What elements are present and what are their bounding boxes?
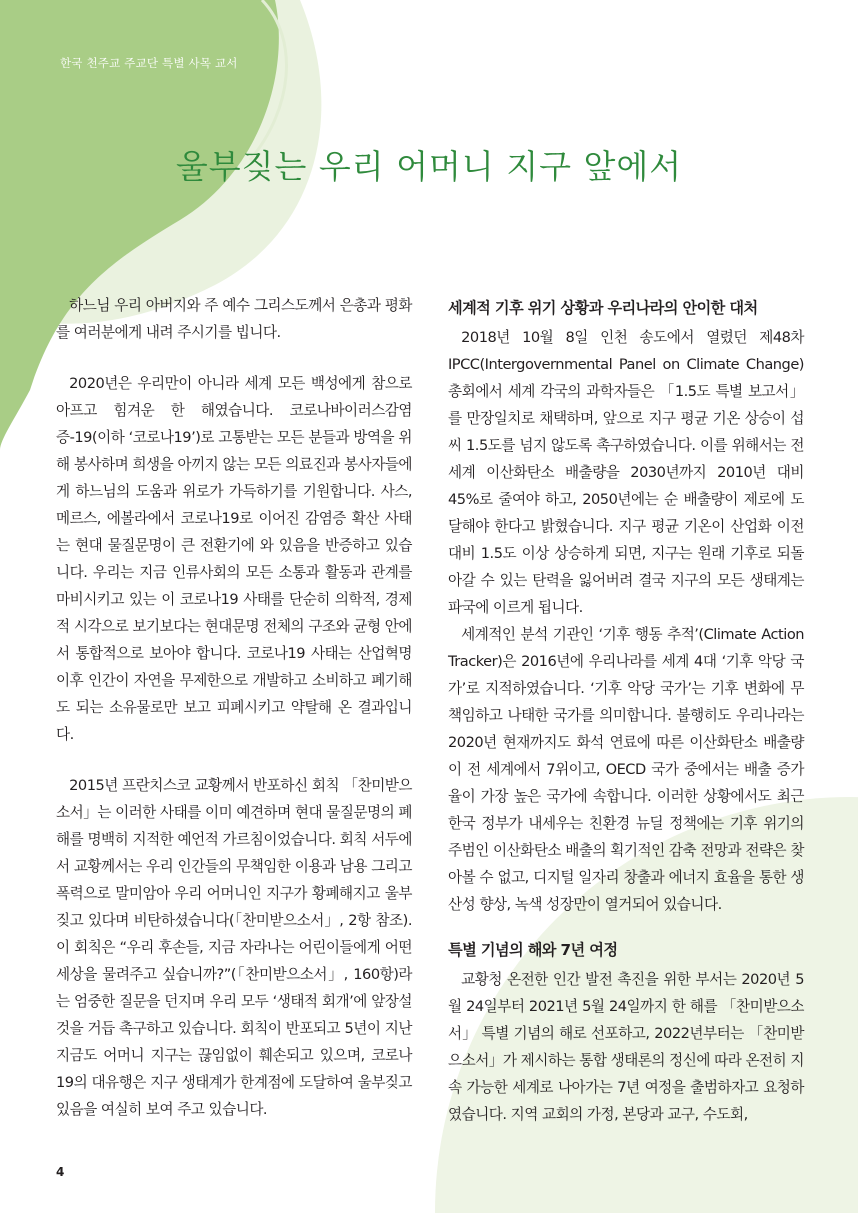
right-column — [448, 292, 804, 1128]
page-title: 울부짖는 우리 어머니 지구 앞에서 — [175, 147, 683, 186]
body-paragraph: 2015년 프란치스코 교황께서 반포하신 회칙 「찬미받으소서」는 이러한 사태를 이미 예견하며 현대 물질문명의 폐해를 명백히 지적한 예언적 가르침이었습니다. 회칙 서두에서 교황께서는 우리 인간들의 무책임한 이용과 남용 그리고 폭력으로 말미암아 우리 어머니인 지구가 황폐해지고 울부짖고 있다며 비탄하셨습니다(「찬미받으소서」, 2항 참조). 이 회칙은 “우리 후손들, 지금 자라나는 어린이들에게 어떤 세상을 물려주고 싶습니까?”(「찬미받으소서」, 160항)라는 엄중한 질문을 던지며 우리 모두 ‘생태적 회개’에 앞장설 것을 거듭 촉구하고 있습니다. 회칙이 반포되고 5년이 지난 지금도 어머니 지구는 끊임없이 훼손되고 있으며, 코로나19의 대유행은 지구 생태계가 한계점에 도달하여 울부짖고 있음을 여실히 보여 주고 있습니다. — [56, 777, 412, 1118]
section-heading: 세계적 기후 위기 상황과 우리나라의 안이한 대처 — [448, 299, 758, 317]
series-label: 한국 천주교 주교단 특별 사목 교서 — [60, 56, 238, 70]
page-number: 4 — [56, 1165, 65, 1179]
intro-paragraph: 하느님 우리 아버지와 주 예수 그리스도께서 은총과 평화를 여러분에게 내려 주시기를 빕니다. — [56, 297, 412, 341]
body-paragraph: 세계적인 분석 기관인 ‘기후 행동 추적’(Climate Action Tracker)은 2016년에 우리나라를 세계 4대 ‘기후 악당 국가’로 지적하였습니다. ‘기후 악당 국가’는 기후 변화에 무책임하고 나태한 국가를 의미합니다. 불행히도 우리나라는 2020년 현재까지도 화석 연료에 따른 이산화탄소 배출량이 전 세계에서 7위이고, OECD 국가 중에서는 배출 증가율이 가장 높은 국가에 속합니다. 이러한 상황에서도 최근 한국 정부가 내세우는 친환경 뉴딜 정책에는 기후 위기의 주범인 이산화탄소 배출의 획기적인 감축 전망과 전략은 찾아볼 수 없고, 디지털 일자리 창출과 에너지 효율을 통한 생산성 향상, 녹색 성장만이 열거되어 있습니다. — [448, 626, 804, 913]
body-paragraph: 교황청 온전한 인간 발전 촉진을 위한 부서는 2020년 5월 24일부터 2021년 5월 24일까지 한 해를 「찬미받으소서」 특별 기념의 해로 선포하고, 2022년부터는 「찬미받으소서」가 제시하는 통합 생태론의 정신에 따라 온전히 지속 가능한 세계로 나아가는 7년 여정을 출범하자고 요청하였습니다. 지역 교회의 가정, 본당과 교구, 수도회, — [448, 971, 804, 1123]
body-paragraph: 2020년은 우리만이 아니라 세계 모든 백성에게 참으로 아프고 힘겨운 한 해였습니다. 코로나바이러스감염증-19(이하 ‘코로나19’)로 고통받는 모든 분들과 방역을 위해 봉사하며 희생을 아끼지 않는 모든 의료진과 봉사자들에게 하느님의 도움과 위로가 가득하기를 기원합니다. 사스, 메르스, 에볼라에서 코로나19로 이어진 감염증 확산 사태는 현대 물질문명이 큰 전환기에 와 있음을 반증하고 있습니다. 우리는 지금 인류사회의 모든 소통과 활동과 관계를 마비시키고 있는 이 코로나19 사태를 단순히 의학적, 경제적 시각으로 보기보다는 현대문명 전체의 구조와 균형 안에서 통합적으로 보아야 합니다. 코로나19 사태는 산업혁명 이후 인간이 자연을 무제한으로 개발하고 소비하고 폐기해도 되는 소유물로만 보고 피폐시키고 약탈해 온 결과입니다. — [56, 375, 412, 743]
body-paragraph: 2018년 10월 8일 인천 송도에서 열렸던 제48차 IPCC(Intergovernmental Panel on Climate Change) 총회에서 세계 각국의 과학자들은 「1.5도 특별 보고서」를 만장일치로 채택하며, 앞으로 지구 평균 기온 상승이 섭씨 1.5도를 넘지 않도록 촉구하였습니다. 이를 위해서는 전 세계 이산화탄소 배출량을 2030년까지 2010년 대비 45%로 줄여야 하고, 2050년에는 순 배출량이 제로에 도달해야 한다고 밝혔습니다. 지구 평균 기온이 산업화 이전 대비 1.5도 이상 상승하게 되면, 지구는 원래 기후로 되돌아갈 수 있는 탄력을 잃어버려 결국 지구의 모든 생태계는 파국에 이르게 됩니다. — [448, 329, 805, 616]
left-column — [56, 292, 412, 1123]
section-heading: 특별 기념의 해와 7년 여정 — [448, 941, 618, 959]
